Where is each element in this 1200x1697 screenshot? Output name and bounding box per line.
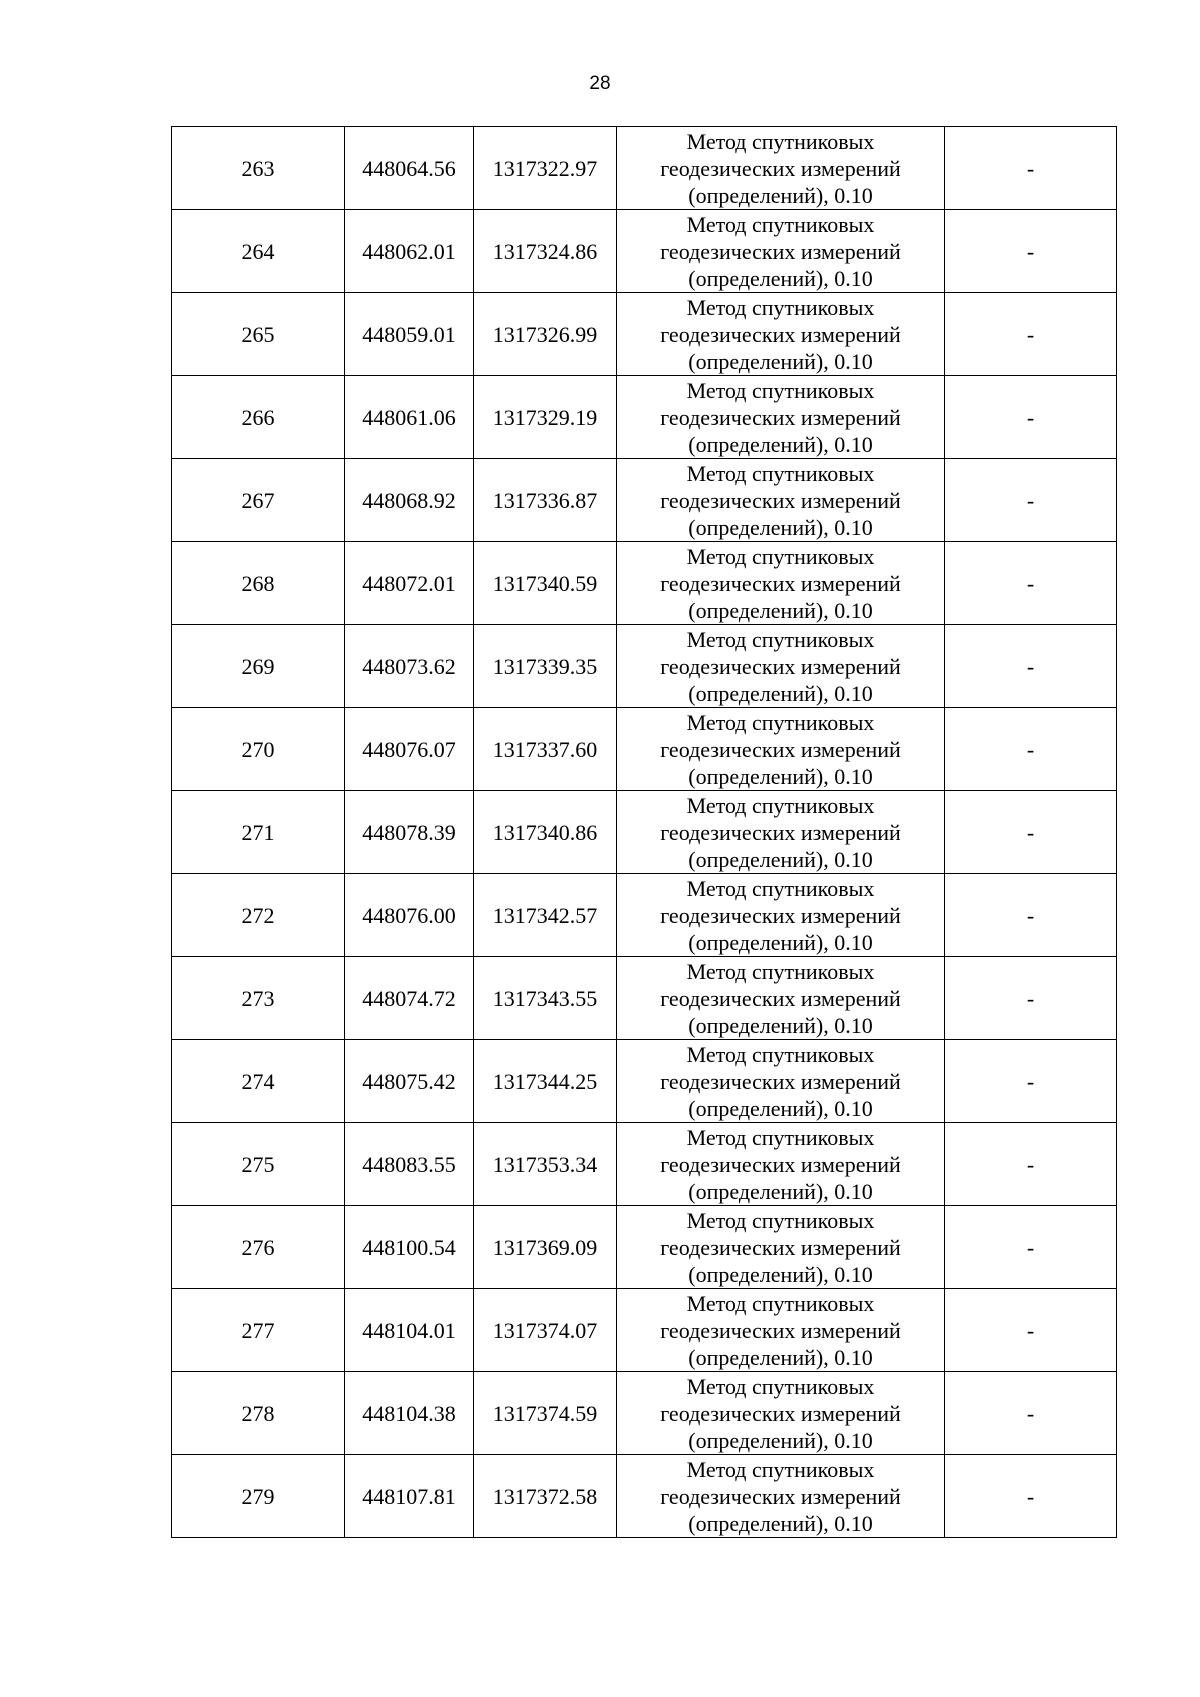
method-cell <box>617 1372 945 1455</box>
x-coordinate-cell: 448100.54 <box>345 1206 474 1289</box>
point-number-cell: 265 <box>172 293 345 376</box>
table-row <box>172 1289 1117 1372</box>
point-number-cell: 272 <box>172 874 345 957</box>
table-row <box>172 1040 1117 1123</box>
method-line: геодезических измерений <box>660 404 901 430</box>
method-line: Метод спутниковых <box>686 377 875 403</box>
note-cell: - <box>945 1123 1117 1206</box>
table-row <box>172 127 1117 210</box>
method-line: геодезических измерений <box>660 653 901 679</box>
x-coordinate-cell: 448073.62 <box>345 625 474 708</box>
y-coordinate-cell: 1317342.57 <box>474 874 617 957</box>
method-line: (определений), 0.10 <box>688 265 873 291</box>
method-line: Метод спутниковых <box>686 1373 875 1399</box>
method-line: геодезических измерений <box>660 1068 901 1094</box>
coordinates-table <box>171 126 1117 1538</box>
note-cell: - <box>945 791 1117 874</box>
method-line: Метод спутниковых <box>686 875 875 901</box>
note-cell: - <box>945 1289 1117 1372</box>
method-line: (определений), 0.10 <box>688 348 873 374</box>
method-line: (определений), 0.10 <box>688 1178 873 1204</box>
table-row <box>172 1455 1117 1538</box>
note-cell: - <box>945 1372 1117 1455</box>
method-line: геодезических измерений <box>660 1151 901 1177</box>
method-line: Метод спутниковых <box>686 709 875 735</box>
y-coordinate-cell: 1317343.55 <box>474 957 617 1040</box>
method-line: (определений), 0.10 <box>688 1510 873 1536</box>
point-number-cell: 264 <box>172 210 345 293</box>
point-number-cell: 274 <box>172 1040 345 1123</box>
table-row <box>172 376 1117 459</box>
note-cell: - <box>945 210 1117 293</box>
method-line: Метод спутниковых <box>686 792 875 818</box>
note-cell: - <box>945 1455 1117 1538</box>
method-line: Метод спутниковых <box>686 1041 875 1067</box>
method-line: Метод спутниковых <box>686 1124 875 1150</box>
method-cell <box>617 791 945 874</box>
point-number-cell: 266 <box>172 376 345 459</box>
method-line: Метод спутниковых <box>686 128 875 154</box>
y-coordinate-cell: 1317374.07 <box>474 1289 617 1372</box>
method-line: (определений), 0.10 <box>688 929 873 955</box>
point-number-cell: 276 <box>172 1206 345 1289</box>
table-row <box>172 708 1117 791</box>
note-cell: - <box>945 625 1117 708</box>
y-coordinate-cell: 1317369.09 <box>474 1206 617 1289</box>
page-number: 28 <box>589 73 611 94</box>
method-line: (определений), 0.10 <box>688 1427 873 1453</box>
point-number-cell: 268 <box>172 542 345 625</box>
method-line: геодезических измерений <box>660 902 901 928</box>
note-cell: - <box>945 127 1117 210</box>
y-coordinate-cell: 1317329.19 <box>474 376 617 459</box>
y-coordinate-cell: 1317324.86 <box>474 210 617 293</box>
method-line: Метод спутниковых <box>686 1290 875 1316</box>
method-line: Метод спутниковых <box>686 294 875 320</box>
table-row <box>172 957 1117 1040</box>
note-cell: - <box>945 1206 1117 1289</box>
method-line: геодезических измерений <box>660 985 901 1011</box>
x-coordinate-cell: 448068.92 <box>345 459 474 542</box>
x-coordinate-cell: 448104.01 <box>345 1289 474 1372</box>
method-line: геодезических измерений <box>660 1483 901 1509</box>
method-line: (определений), 0.10 <box>688 763 873 789</box>
method-line: (определений), 0.10 <box>688 1012 873 1038</box>
method-cell <box>617 1206 945 1289</box>
point-number-cell: 263 <box>172 127 345 210</box>
method-cell <box>617 1040 945 1123</box>
method-line: геодезических измерений <box>660 238 901 264</box>
method-line: геодезических измерений <box>660 1400 901 1426</box>
point-number-cell: 277 <box>172 1289 345 1372</box>
method-line: (определений), 0.10 <box>688 597 873 623</box>
method-line: Метод спутниковых <box>686 543 875 569</box>
x-coordinate-cell: 448107.81 <box>345 1455 474 1538</box>
table-row <box>172 874 1117 957</box>
x-coordinate-cell: 448083.55 <box>345 1123 474 1206</box>
method-cell <box>617 376 945 459</box>
method-cell <box>617 625 945 708</box>
method-line: (определений), 0.10 <box>688 846 873 872</box>
method-line: (определений), 0.10 <box>688 431 873 457</box>
method-line: геодезических измерений <box>660 1234 901 1260</box>
note-cell: - <box>945 459 1117 542</box>
x-coordinate-cell: 448062.01 <box>345 210 474 293</box>
method-line: Метод спутниковых <box>686 1207 875 1233</box>
method-line: (определений), 0.10 <box>688 182 873 208</box>
point-number-cell: 270 <box>172 708 345 791</box>
y-coordinate-cell: 1317337.60 <box>474 708 617 791</box>
y-coordinate-cell: 1317374.59 <box>474 1372 617 1455</box>
y-coordinate-cell: 1317322.97 <box>474 127 617 210</box>
method-line: геодезических измерений <box>660 570 901 596</box>
x-coordinate-cell: 448059.01 <box>345 293 474 376</box>
point-number-cell: 279 <box>172 1455 345 1538</box>
point-number-cell: 271 <box>172 791 345 874</box>
table-row <box>172 1123 1117 1206</box>
note-cell: - <box>945 293 1117 376</box>
y-coordinate-cell: 1317340.59 <box>474 542 617 625</box>
method-cell <box>617 1123 945 1206</box>
table-row <box>172 542 1117 625</box>
x-coordinate-cell: 448061.06 <box>345 376 474 459</box>
note-cell: - <box>945 376 1117 459</box>
note-cell: - <box>945 1040 1117 1123</box>
x-coordinate-cell: 448076.00 <box>345 874 474 957</box>
method-line: Метод спутниковых <box>686 211 875 237</box>
note-cell: - <box>945 957 1117 1040</box>
table-row <box>172 625 1117 708</box>
y-coordinate-cell: 1317340.86 <box>474 791 617 874</box>
method-cell <box>617 957 945 1040</box>
x-coordinate-cell: 448072.01 <box>345 542 474 625</box>
x-coordinate-cell: 448076.07 <box>345 708 474 791</box>
method-line: (определений), 0.10 <box>688 514 873 540</box>
method-cell <box>617 459 945 542</box>
point-number-cell: 275 <box>172 1123 345 1206</box>
x-coordinate-cell: 448064.56 <box>345 127 474 210</box>
method-cell <box>617 708 945 791</box>
table-row <box>172 459 1117 542</box>
point-number-cell: 269 <box>172 625 345 708</box>
note-cell: - <box>945 708 1117 791</box>
y-coordinate-cell: 1317353.34 <box>474 1123 617 1206</box>
table-row <box>172 791 1117 874</box>
method-line: Метод спутниковых <box>686 626 875 652</box>
method-line: (определений), 0.10 <box>688 680 873 706</box>
method-line: геодезических измерений <box>660 819 901 845</box>
y-coordinate-cell: 1317326.99 <box>474 293 617 376</box>
method-line: Метод спутниковых <box>686 460 875 486</box>
method-line: Метод спутниковых <box>686 1456 875 1482</box>
method-line: геодезических измерений <box>660 736 901 762</box>
table-row <box>172 1206 1117 1289</box>
method-cell <box>617 293 945 376</box>
method-line: геодезических измерений <box>660 487 901 513</box>
x-coordinate-cell: 448078.39 <box>345 791 474 874</box>
method-cell <box>617 210 945 293</box>
method-line: геодезических измерений <box>660 321 901 347</box>
method-cell <box>617 127 945 210</box>
method-cell <box>617 874 945 957</box>
method-line: геодезических измерений <box>660 1317 901 1343</box>
method-line: Метод спутниковых <box>686 958 875 984</box>
table-row <box>172 293 1117 376</box>
y-coordinate-cell: 1317339.35 <box>474 625 617 708</box>
y-coordinate-cell: 1317336.87 <box>474 459 617 542</box>
method-line: (определений), 0.10 <box>688 1261 873 1287</box>
point-number-cell: 267 <box>172 459 345 542</box>
table-row <box>172 1372 1117 1455</box>
point-number-cell: 273 <box>172 957 345 1040</box>
method-cell <box>617 1289 945 1372</box>
table-row <box>172 210 1117 293</box>
y-coordinate-cell: 1317344.25 <box>474 1040 617 1123</box>
method-line: (определений), 0.10 <box>688 1344 873 1370</box>
note-cell: - <box>945 874 1117 957</box>
x-coordinate-cell: 448104.38 <box>345 1372 474 1455</box>
point-number-cell: 278 <box>172 1372 345 1455</box>
method-line: (определений), 0.10 <box>688 1095 873 1121</box>
x-coordinate-cell: 448074.72 <box>345 957 474 1040</box>
note-cell: - <box>945 542 1117 625</box>
method-line: геодезических измерений <box>660 155 901 181</box>
y-coordinate-cell: 1317372.58 <box>474 1455 617 1538</box>
method-cell <box>617 542 945 625</box>
x-coordinate-cell: 448075.42 <box>345 1040 474 1123</box>
method-cell <box>617 1455 945 1538</box>
coordinates-table-body <box>172 127 1117 1538</box>
